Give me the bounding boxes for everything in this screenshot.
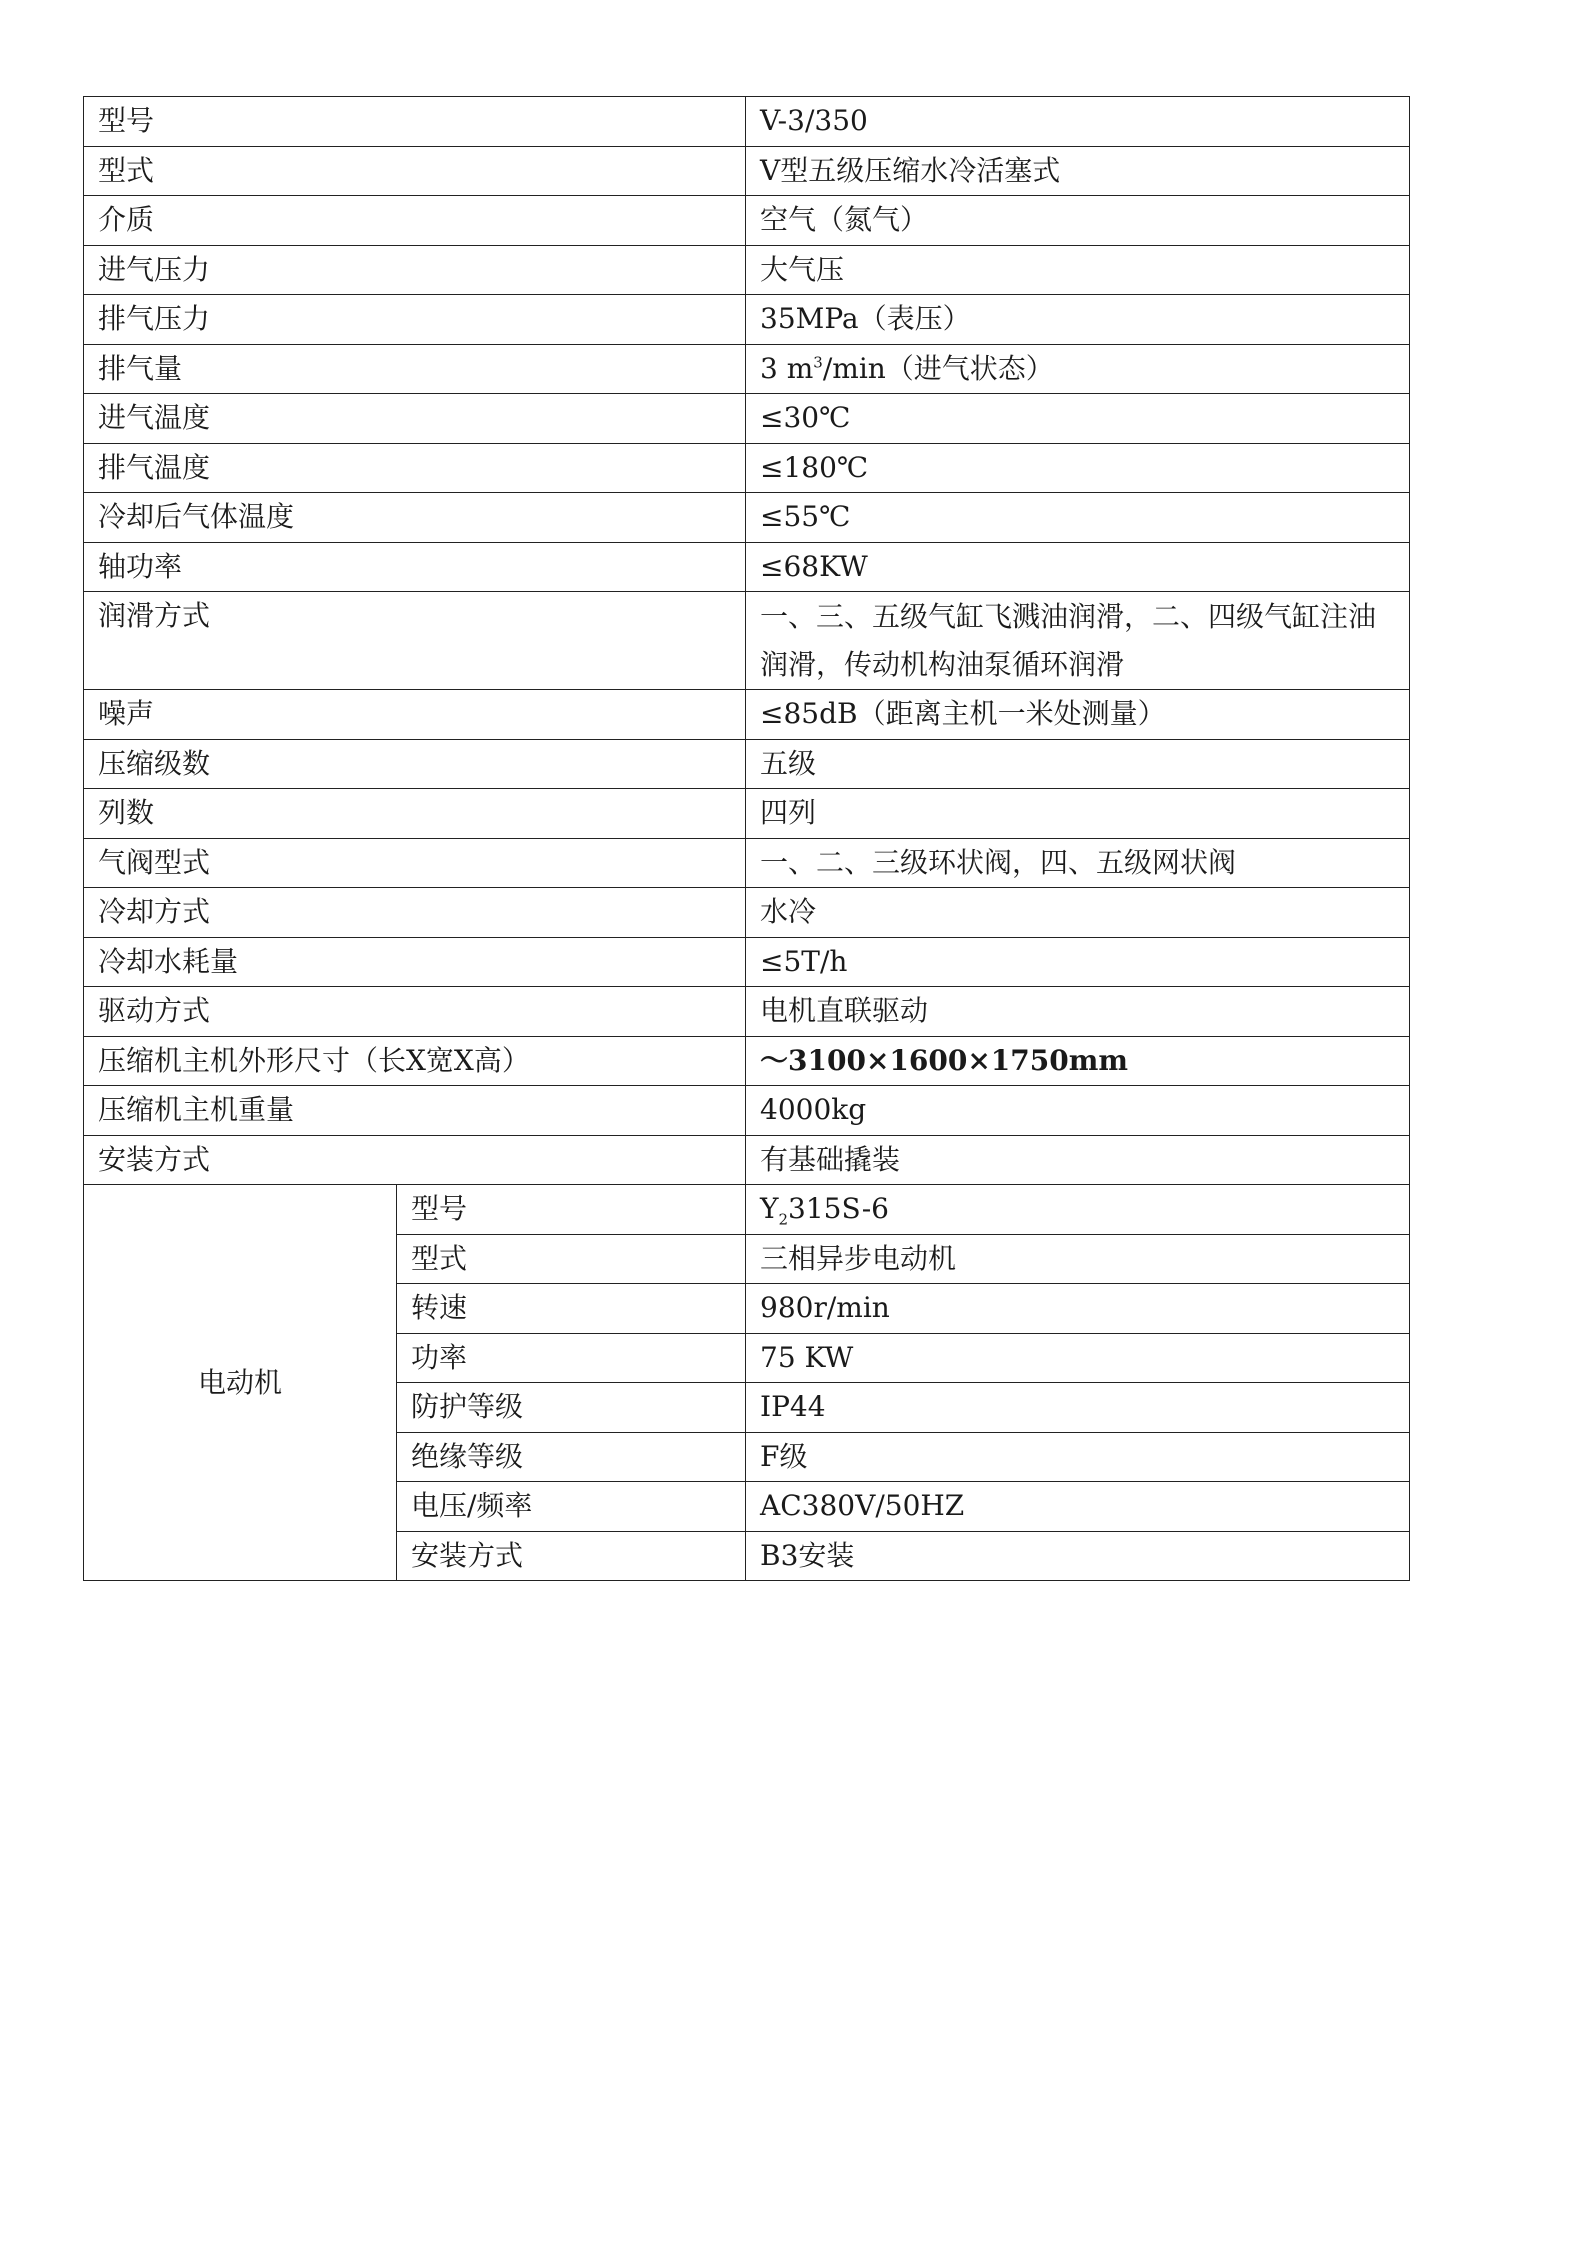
motor-row-value: 75 KW [746,1333,1410,1383]
motor-row-value: 三相异步电动机 [746,1234,1410,1284]
row-label: 气阀型式 [84,838,746,888]
motor-row-label: 安装方式 [397,1531,746,1581]
table-row [84,146,1410,196]
row-label: 冷却方式 [84,888,746,938]
row-label: 轴功率 [84,542,746,592]
row-value: V-3/350 [746,97,1410,147]
value-suffix: /min（进气状态） [822,351,1054,385]
spec-table [83,96,1410,1581]
table-row [84,739,1410,789]
row-label: 压缩机主机重量 [84,1086,746,1136]
row-value: 空气（氮气） [746,196,1410,246]
motor-row-label: 绝缘等级 [397,1432,746,1482]
table-row [84,245,1410,295]
table-row [84,493,1410,543]
table-row [84,344,1410,394]
row-value: ≤5T/h [746,937,1410,987]
row-value: 四列 [746,789,1410,839]
motor-row-value: IP44 [746,1383,1410,1433]
motor-row-label: 型式 [397,1234,746,1284]
value-prefix: Y [760,1192,779,1226]
motor-row-value: 980r/min [746,1284,1410,1334]
row-label: 型号 [84,97,746,147]
row-label: 介质 [84,196,746,246]
row-value: ～3100×1600×1750mm [746,1036,1410,1086]
motor-group-label: 电动机 [84,1185,397,1581]
row-label: 润滑方式 [84,592,746,690]
row-value: ≤180℃ [746,443,1410,493]
value-subscript: 2 [778,1210,789,1229]
motor-row-label: 防护等级 [397,1383,746,1433]
table-row [84,394,1410,444]
row-label: 冷却水耗量 [84,937,746,987]
table-row [84,888,1410,938]
row-label: 排气温度 [84,443,746,493]
row-label: 型式 [84,146,746,196]
row-value: 一、二、三级环状阀，四、五级网状阀 [746,838,1410,888]
row-label: 列数 [84,789,746,839]
row-value: V型五级压缩水冷活塞式 [746,146,1410,196]
row-value: 一、三、五级气缸飞溅油润滑，二、四级气缸注油润滑，传动机构油泵循环润滑 [746,592,1410,690]
value-superscript: 3 [813,353,823,372]
table-row [84,838,1410,888]
row-value: 大气压 [746,245,1410,295]
motor-row-value [746,1185,1410,1235]
table-row [84,1135,1410,1185]
table-row [84,97,1410,147]
motor-row-label: 电压/频率 [397,1482,746,1532]
table-row [84,1086,1410,1136]
table-row [84,987,1410,1037]
table-row [84,690,1410,740]
row-value: 电机直联驱动 [746,987,1410,1037]
motor-row-label: 转速 [397,1284,746,1334]
table-row [84,443,1410,493]
table-row [84,789,1410,839]
value-prefix: 3 m [760,351,814,385]
row-label: 进气压力 [84,245,746,295]
row-label: 压缩级数 [84,739,746,789]
table-row [84,937,1410,987]
motor-row-value: B3安装 [746,1531,1410,1581]
row-value: 有基础撬装 [746,1135,1410,1185]
motor-row-value: F级 [746,1432,1410,1482]
row-value: ≤68KW [746,542,1410,592]
row-value: 五级 [746,739,1410,789]
row-label: 驱动方式 [84,987,746,1037]
motor-row-label: 型号 [397,1185,746,1235]
table-row [84,295,1410,345]
table-row [84,196,1410,246]
row-value: ≤85dB（距离主机一米处测量） [746,690,1410,740]
table-row [84,1185,1410,1235]
row-value: ≤55℃ [746,493,1410,543]
row-value: 水冷 [746,888,1410,938]
row-label: 压缩机主机外形尺寸（长X宽X高） [84,1036,746,1086]
row-value: ≤30℃ [746,394,1410,444]
row-label: 安装方式 [84,1135,746,1185]
row-label: 排气压力 [84,295,746,345]
row-value: 35MPa（表压） [746,295,1410,345]
table-row [84,542,1410,592]
motor-row-value: AC380V/50HZ [746,1482,1410,1532]
motor-row-label: 功率 [397,1333,746,1383]
row-label: 冷却后气体温度 [84,493,746,543]
row-label: 进气温度 [84,394,746,444]
table-row [84,1036,1410,1086]
table-row [84,592,1410,690]
row-label: 噪声 [84,690,746,740]
value-suffix: 315S-6 [788,1192,889,1226]
row-label: 排气量 [84,344,746,394]
row-value [746,344,1410,394]
row-value: 4000kg [746,1086,1410,1136]
